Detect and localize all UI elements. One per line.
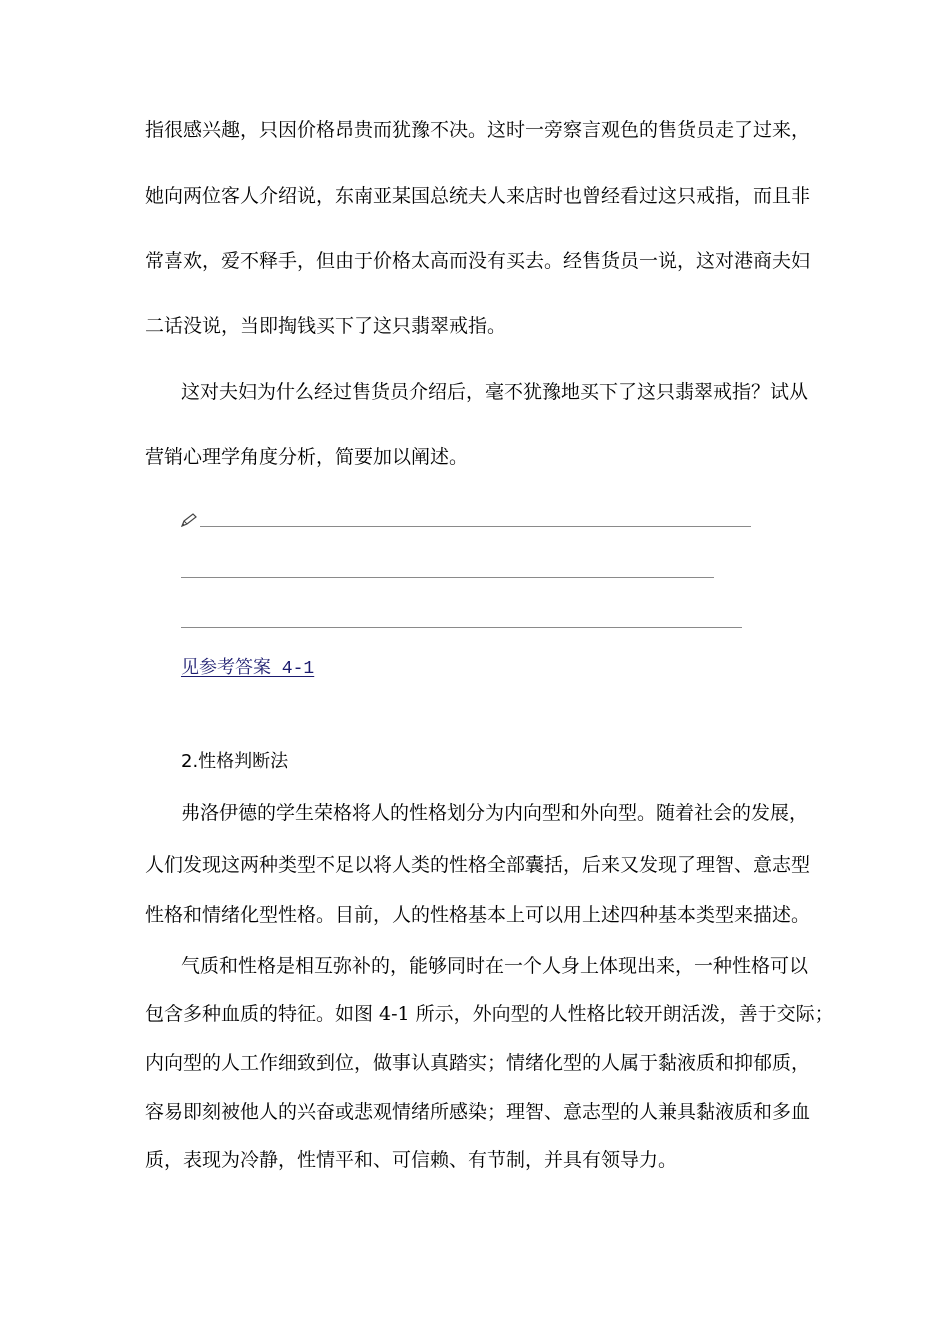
paragraph2-line-4: 容易即刻被他人的兴奋或悲观情绪所感染；理智、意志型的人兼具黏液质和多血 [145, 1101, 811, 1123]
case-text-line-1: 指很感兴趣，只因价格昂贵而犹豫不决。这时一旁察言观色的售货员走了过来， [145, 119, 811, 141]
paragraph2-line-5: 质，表现为冷静，性情平和、可信赖、有节制，并具有领导力。 [145, 1149, 678, 1171]
case-text-line-4: 二话没说，当即掏钱买下了这只翡翠戒指。 [145, 315, 507, 337]
paragraph2-line-3: 内向型的人工作细致到位，做事认真踏实；情绪化型的人属于黏液质和抑郁质， [145, 1052, 811, 1074]
paragraph1-line-1: 弗洛伊德的学生荣格将人的性格划分为内向型和外向型。随着社会的发展， [181, 802, 809, 824]
answer-line-1[interactable] [200, 526, 751, 527]
reference-answer-link[interactable]: 见参考答案 4-1 [181, 659, 315, 679]
paragraph1-line-2: 人们发现这两种类型不足以将人类的性格全部囊括，后来又发现了理智、意志型 [145, 854, 811, 876]
case-text-line-2: 她向两位客人介绍说，东南亚某国总统夫人来店时也曾经看过这只戒指，而且非 [145, 185, 811, 207]
paragraph2-line-2: 包含多种血质的特征。如图 4-1 所示，外向型的人性格比较开朗活泼，善于交际； [145, 1003, 834, 1025]
section-heading: 2.性格判断法 [181, 751, 289, 772]
question-line-2: 营销心理学角度分析，简要加以阐述。 [145, 446, 469, 468]
answer-line-2[interactable] [181, 577, 714, 578]
paragraph1-line-3: 性格和情绪化型性格。目前，人的性格基本上可以用上述四种基本类型来描述。 [145, 904, 811, 926]
paragraph2-line-1: 气质和性格是相互弥补的，能够同时在一个人身上体现出来，一种性格可以 [181, 955, 809, 977]
question-line-1: 这对夫妇为什么经过售货员介绍后，毫不犹豫地买下了这只翡翠戒指？试从 [181, 381, 809, 403]
case-text-line-3: 常喜欢，爱不释手，但由于价格太高而没有买去。经售货员一说，这对港商夫妇 [145, 250, 811, 272]
answer-line-3[interactable] [181, 627, 742, 628]
pencil-icon [180, 512, 198, 528]
